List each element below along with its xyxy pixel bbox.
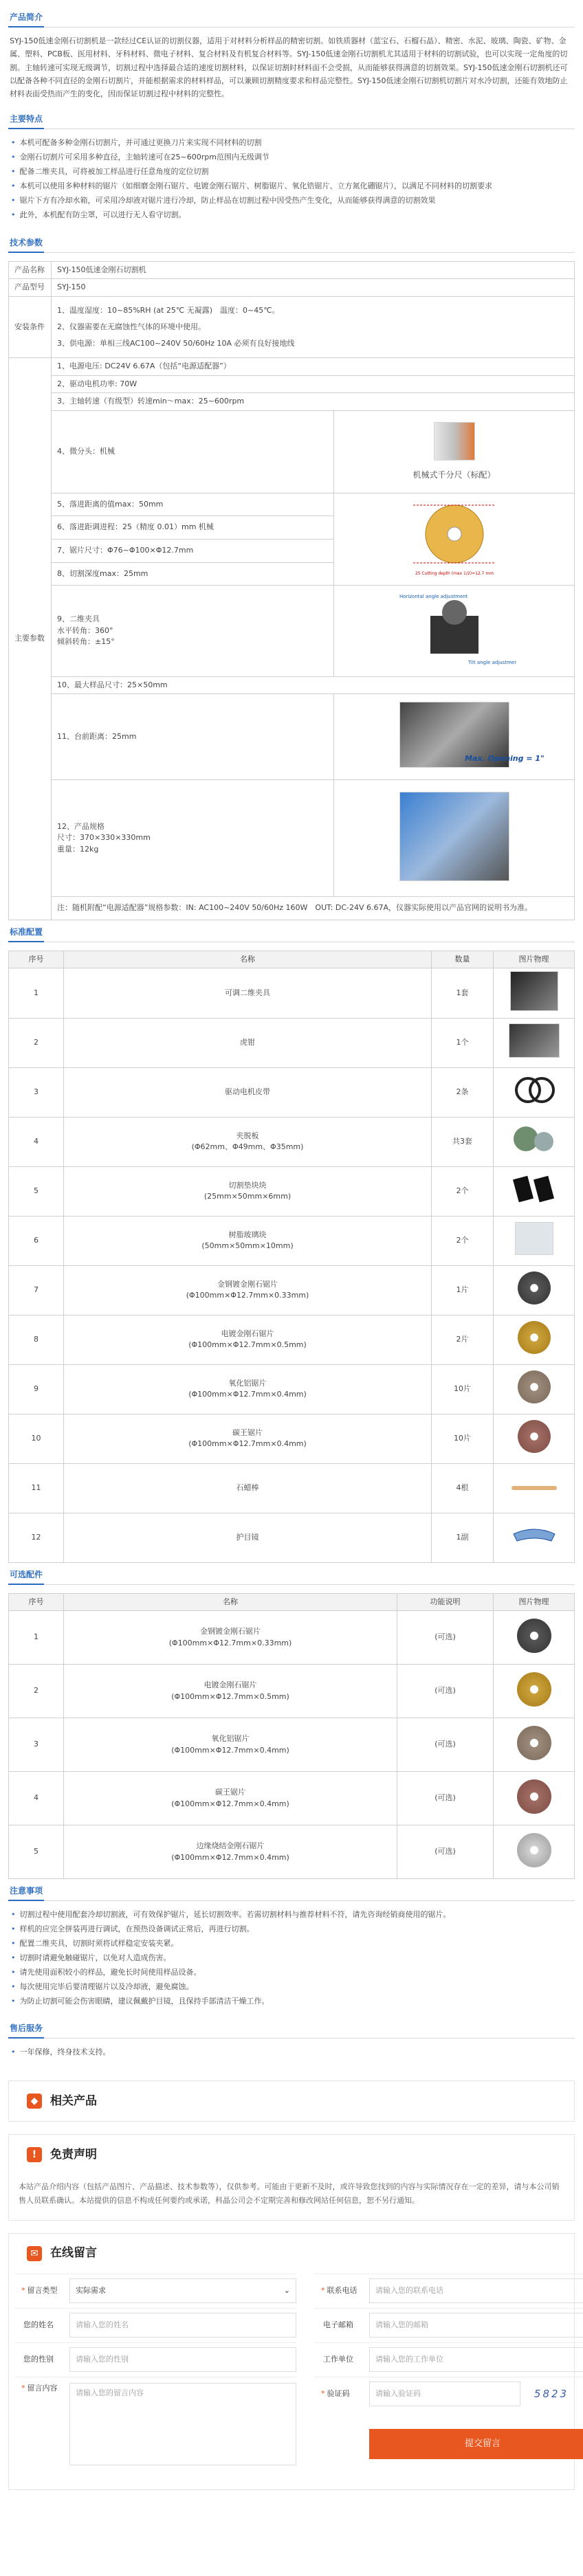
goggles-image — [510, 1522, 558, 1549]
message-icon: ✉ — [27, 2246, 42, 2261]
table-row: 11 石蜡棒 4根 — [9, 1463, 575, 1513]
table-row: 9 氧化铝锯片 (Φ100mm×Φ12.7mm×0.4mm) 10片 — [9, 1364, 575, 1414]
submit-button[interactable]: 提交留言 — [369, 2429, 583, 2459]
electroplated-blade-icon — [518, 1321, 551, 1354]
gender-input[interactable]: 请输入您的性别 — [69, 2347, 296, 2372]
section-features-heading: 主要特点 — [8, 111, 575, 129]
sic-blade-icon — [517, 1779, 551, 1814]
captcha-image[interactable]: 5823 — [534, 2388, 569, 2401]
intro-text: SYJ-150低速金刚石切割机是一款经过CE认证的切割仪器，适用于对材料分析样品的精密切割。如铁质器材（蓝宝石、石榴石晶）、精密、水泥、玻璃、陶瓷、矿物、金属、塑料、PCB板、医用材料、牙科材料、微电子材料、复合材料及有机复合材料等。SYJ-150低速金刚石切割机尤其适用于材料的切割试验，也可以实现一定角度的切割。主轴转速可实现无级调节，切割过程中选择最合适的速度切割材料，以保证切割时材料面不会受损，从而能够获得满意的切割效果。SYJ-150低速金刚石切割机还可以配备各种不同直径的金刚石切割片，并能根据需求的材料样品，可以兼顾切割精度要求和样品完整性。SYJ-150低速金刚石切割机切割片对水冷切割，还能有效地防止材料表面受热而产生的变化，因而保证切割过程中材料的完整性。 — [10, 36, 568, 98]
related-heading: 相关产品 — [50, 2094, 97, 2108]
vise-thumb — [509, 1023, 560, 1058]
phone-input[interactable]: 请输入您的联系电话 — [369, 2278, 583, 2303]
sintered-blade-icon — [517, 1833, 551, 1867]
table-row: 6 树脂玻璃块 (50mm×50mm×10mm) 2个 — [9, 1216, 575, 1265]
table-row: 1 可调二维夹具 1套 — [9, 968, 575, 1019]
disclaimer-heading: 免责声明 — [50, 2147, 97, 2162]
note-item: • 切割时请避免触碰锯片，以免对人造成伤害。 — [11, 1951, 572, 1966]
2d-fixture-photo — [510, 971, 558, 1011]
feature-item: • 此外，本机配有防尘罩，可以进行无人看守切割。 — [11, 208, 572, 223]
vise-caption: Max. Opening = 1" — [465, 753, 544, 763]
table-row: 4 碳王锯片 (Φ100mm×Φ12.7mm×0.4mm) (可选) — [9, 1772, 575, 1825]
note-item: • 请先使用面积较小的样品，避免长时间使用样品设备。 — [11, 1966, 572, 1980]
svg-text:Tilt angle adjustment: Tilt angle adjustment — [468, 660, 516, 666]
note-item: • 切割过程中使用配套冷却切割液，可有效保护锯片，延长切割效率。若需切割材料与推荐材料不符，请先咨询经销商使用的锯片。 — [11, 1908, 572, 1922]
micrometer-caption: 机械式千分尺（标配） — [412, 469, 496, 480]
table-row: 3 氧化铝锯片 (Φ100mm×Φ12.7mm×0.4mm) (可选) — [9, 1718, 575, 1772]
email-input[interactable]: 请输入您的邮箱 — [369, 2313, 583, 2338]
note-item: • 每次使用完毕后要清理锯片以及冷却液，避免腐蚀。 — [11, 1980, 572, 1995]
spec-table: 产品名称 SYJ-150低速金刚石切割机 产品型号 SYJ-150 安装条件 1、温度湿度：10~85%RH (at 25℃ 无凝露) 温度：0~45℃。 2、仪器需要在无腐蚀性气体的环境中使用。 3、供电源：单相三线AC100~240V 50/60Hz 10A 必须有良好接地线 主要参数 1、电源电压: DC24V 6.67A（包括“电源适配器”） 2、驱动电机功率: 70W 3、主轴转速（有级型）转速min～max：25~600rpm 4、微分头：机械 机械式千分尺（标配） 5、落进距离的值max：50mm 25 Cutting depth (max 1/2)=12.7 mm 6、落进距调进程：25（精度 0.01）mm 机械 7、锯片尺寸：Φ76~Φ100×Φ12.7mm 8、切割深度max：25mm 9、二维夹具 水平转角：360° 倾斜转角：±15° Horizontal angle adjustment Tilt angle adjustment 10、最大样品尺寸：25×50mm 11、台前距离：25mm Max. Opening = 1" 12、产品规格 尺寸：370×330×330mm 重量：12kg 注：随机附配“电源适配器”规格参数：IN: AC100~240V 50/60Hz 160W OUT: DC-24V 6.67A，仪器实际使用以产品官网的说明书为准。 — [8, 261, 575, 920]
table-row: 7 金钢镀金刚石锯片 (Φ100mm×Φ12.7mm×0.33mm) 1片 — [9, 1265, 575, 1315]
machine-photo — [399, 792, 509, 881]
table-row: 8 电镀金刚石锯片 (Φ100mm×Φ12.7mm×0.5mm) 2片 — [9, 1315, 575, 1364]
cutting-dimension-diagram — [399, 496, 509, 579]
angle-adjustment-diagram — [393, 588, 516, 669]
section-standard-heading: 标准配置 — [8, 924, 575, 942]
captcha-input[interactable]: 请输入验证码 — [369, 2381, 520, 2406]
table-row: 2 电镀金刚石锯片 (Φ100mm×Φ12.7mm×0.5mm) (可选) — [9, 1665, 575, 1718]
disclaimer-text: 本站产品介绍内容（包括产品图片、产品描述、技术参数等），仅供参考。可能由于更新不及时，或许导致您找到的内容与实际情况存在一定的差异，请与本公司销售人员联系确认。本站提供的信息不构成任何要约或承诺，科晶公司会不定期完善和修改网站任何信息，恕不另行通知。 — [19, 2182, 560, 2206]
sic-blade-icon — [518, 1420, 551, 1453]
notes-list — [8, 1901, 575, 2017]
message-type-select[interactable]: 实际需求 ⌄ — [69, 2278, 296, 2303]
micrometer-photo — [434, 422, 475, 460]
electroplated-blade-icon — [517, 1672, 551, 1707]
feature-item: • 锯片下方有冷却水箱，可采用冷却液对锯片进行冷却，防止样品在切割过程中因受热产生变化，从而能够获得满意的切割效果 — [11, 194, 572, 208]
cutting-blocks-image — [510, 1172, 558, 1206]
disclaimer-section — [8, 2134, 575, 2221]
feature-item: • 本机可以使用多种材料的锯片（如细磨金刚石锯片、电镀金刚石锯片、树脂锯片、氧化锆锯片、立方氮化硼锯片），以满足不同材料的切割要求 — [11, 179, 572, 194]
diamond-blade-icon — [517, 1619, 551, 1653]
flange-plates-image — [507, 1122, 562, 1157]
table-row: 1 金钢镀金刚石锯片 (Φ100mm×Φ12.7mm×0.33mm) (可选) — [9, 1611, 575, 1665]
table-row: 3 驱动电机皮带 2条 — [9, 1067, 575, 1117]
resin-block-image — [515, 1222, 553, 1255]
chevron-down-icon: ⌄ — [283, 2286, 290, 2296]
section-notes-heading: 注意事项 — [8, 1883, 575, 1901]
message-heading: 在线留言 — [50, 2246, 97, 2261]
service-text: • 一年保修，终身技术支持。 — [11, 2045, 572, 2060]
note-item: • 为防止切割可能会伤害眼睛，建议佩戴护目镜，且保持手部清洁干燥工作。 — [11, 1995, 572, 2009]
note-item: • 样机的应完全拼装再进行调试，在预热设备调试正常后，再进行切割。 — [11, 1922, 572, 1937]
svg-text:25 Cutting depth (max 1/2)=12.: 25 Cutting depth (max 1/2)=12.7 mm — [415, 570, 494, 576]
section-optional-heading: 可选配件 — [8, 1567, 575, 1585]
feature-item: • 本机可配备多种金刚石切割片，并可通过更换刀片来实现不同材料的切割 — [11, 136, 572, 151]
company-input[interactable]: 请输入您的工作单位 — [369, 2347, 583, 2372]
table-row: 10 碳王锯片 (Φ100mm×Φ12.7mm×0.4mm) 10片 — [9, 1414, 575, 1463]
message-content-textarea[interactable]: 请输入您的留言内容 — [69, 2383, 296, 2465]
diamond-blade-icon — [518, 1272, 551, 1304]
features-list — [8, 129, 575, 230]
section-service-heading: 售后服务 — [8, 2021, 575, 2039]
svg-text:Horizontal angle adjustment: Horizontal angle adjustment — [399, 594, 468, 600]
related-icon: ◆ — [27, 2094, 42, 2109]
table-row: 12 护目镜 1副 — [9, 1513, 575, 1562]
section-intro-heading: 产品简介 — [8, 10, 575, 27]
table-row: 5 边缘烧结金刚石锯片 (Φ100mm×Φ12.7mm×0.4mm) (可选) — [9, 1825, 575, 1879]
disclaimer-icon: ! — [27, 2147, 42, 2162]
standard-table: 序号 名称 数量 图片物理 1 可调二维夹具 1套 2 虎钳 1个 3 驱动电机皮带 2条 4 夹脱板 (Φ62mm、Φ49mm、Φ35mm) 共3套 5 切割垫块块 (25mm×50mm×6mm) 2个 6 树脂玻璃块 (50mm×50mm×10mm) 2个 7 金钢镀金刚石锯片 (Φ100mm×Φ12.7mm×0.33mm) 1片 8 电镀金刚石锯片 (Φ100mm×Φ12.7mm×0.5mm) 2片 9 氧化铝锯片 (Φ100mm×Φ12.7mm×0.4mm) 10片 10 碳王锯片 (Φ100mm×Φ12.7mm×0.4mm) 10片 11 石蜡棒 4根 12 护目镜 1副 — [8, 951, 575, 1563]
feature-item: • 金刚石切割片可采用多种直径，主轴转速可在25~600rpm范围内无级调节 — [11, 151, 572, 165]
alumina-blade-icon — [517, 1726, 551, 1760]
feature-item: • 配备二维夹具，可将被加工样品进行任意角度的定位切割 — [11, 165, 572, 179]
message-section: ✉ 在线留言 * 留言类型 实际需求 ⌄ 您的姓名 请输入您的姓名 您的性别 请输入您的性别 * 留言内容 请输入您的留言内容 * 联系电话 请输入您的联系电话 电子邮箱 请输入您的邮箱 工作单位 请输入您的工作单位 * 验证码 请输入验证码 5823 提交留言 — [8, 2233, 575, 2490]
optional-table: 序号 名称 功能说明 图片物理 1 金钢镀金刚石锯片 (Φ100mm×Φ12.7mm×0.33mm) (可选) 2 电镀金刚石锯片 (Φ100mm×Φ12.7mm×0.5mm) (可选) 3 氧化铝锯片 (Φ100mm×Φ12.7mm×0.4mm) (可选) 4 碳王锯片 (Φ100mm×Φ12.7mm×0.4mm) (可选) 5 边缘烧结金刚石锯片 (Φ100mm×Φ12.7mm×0.4mm) (可选) — [8, 1593, 575, 1880]
table-row: 2 虎钳 1个 — [9, 1018, 575, 1067]
table-row: 5 切割垫块块 (25mm×50mm×6mm) 2个 — [9, 1166, 575, 1216]
related-products-section — [8, 2080, 575, 2122]
name-input[interactable]: 请输入您的姓名 — [69, 2313, 296, 2338]
drive-belt-image — [510, 1073, 558, 1107]
wax-stick-image — [512, 1486, 557, 1490]
section-tech-heading: 技术参数 — [8, 235, 575, 253]
note-item: • 配置二维夹具，切割时须将试样稳定安装夹紧。 — [11, 1937, 572, 1951]
table-row: 4 夹脱板 (Φ62mm、Φ49mm、Φ35mm) 共3套 — [9, 1117, 575, 1166]
alumina-blade-icon — [518, 1370, 551, 1403]
